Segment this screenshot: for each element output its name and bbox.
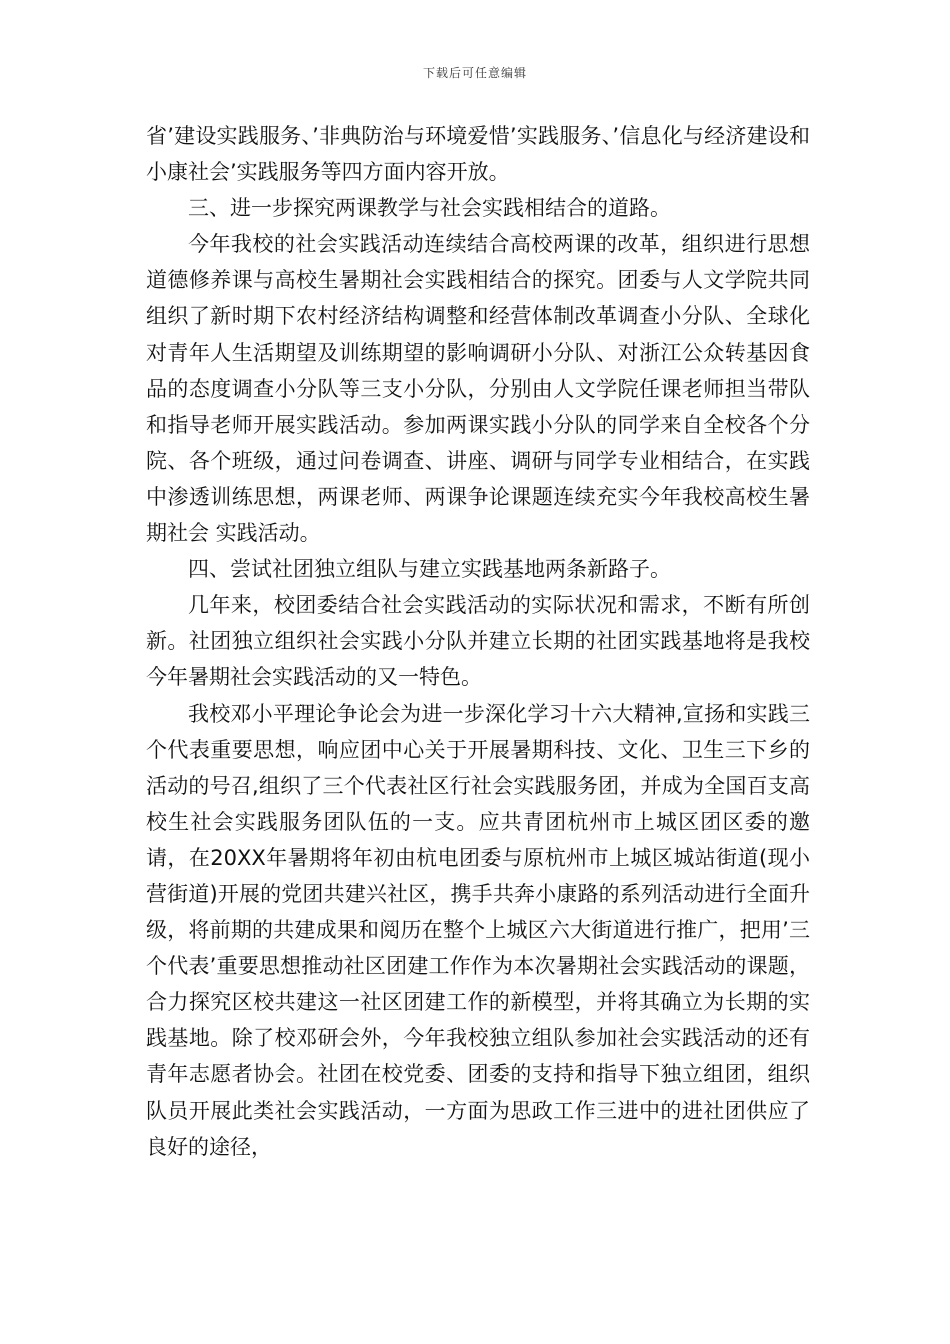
paragraph: 我校邓小平理论争论会为进一步深化学习十六大精神,宣扬和实践三个代表重要思想，响应团中心关于开展暑期科技、文化、卫生三下乡的活动的号召,组织了三个代表社区行社会实践服务团，并成为全国百支高校生社会实践服务团队伍的一支。应共青团杭州市上城区团区委的邀请，在20XX年暑期将年初由杭电团委与原杭州市上城区城站街道(现小营街道)开展的党团共建兴社区，携手共奔小康路的系列活动进行全面升级，将前期的共建成果和阅历在整个上城区六大街道进行推广，把用’三个代表’重要思想推动社区团建工作作为本次暑期社会实践活动的课题，合力探究区校共建这一社区团建工作的新模型，并将其确立为长期的实践基地。除了校邓研会外，今年我校独立组队参加社会实践活动的还有青年志愿者协会。社团在校党委、团委的支持和指导下独立组团，组织队员开展此类社会实践活动，一方面为思政工作三进中的进社团供应了良好的途径，: [146, 701, 810, 1159]
section-heading-4: 四、尝试社团独立组队与建立实践基地两条新路子。: [188, 557, 671, 582]
paragraph: 今年我校的社会实践活动连续结合高校两课的改革，组织进行思想道德修养课与高校生暑期社会实践相结合的探究。团委与人文学院共同组织了新时期下农村经济结构调整和经营体制改革调查小分队、全球化对青年人生活期望及训练期望的影响调研小分队、对浙江公众转基因食品的态度调查小分队等三支小分队，分别由人文学院任课老师担当带队和指导老师开展实践活动。参加两课实践小分队的同学来自全校各个分院、各个班级，通过问卷调查、讲座、调研与同学专业相结合，在实践中渗透训练思想，两课老师、两课争论课题连续充实今年我校高校生暑期社会 实践活动。: [146, 232, 810, 546]
document-body: [146, 118, 810, 1165]
section-heading-3: 三、进一步探究两课教学与社会实践相结合的道路。: [188, 196, 671, 221]
paragraph: 几年来，校团委结合社会实践活动的实际状况和需求，不断有所创新。社团独立组织社会实践小分队并建立长期的社团实践基地将是我校今年暑期社会实践活动的又一特色。: [146, 593, 810, 690]
page-header: 下载后可任意编辑: [422, 66, 527, 80]
paragraph: 省’建设实践服务、’非典防治与环境爱惜’实践服务、’信息化与经济建设和小康社会’实践服务等四方面内容开放。: [146, 124, 810, 185]
